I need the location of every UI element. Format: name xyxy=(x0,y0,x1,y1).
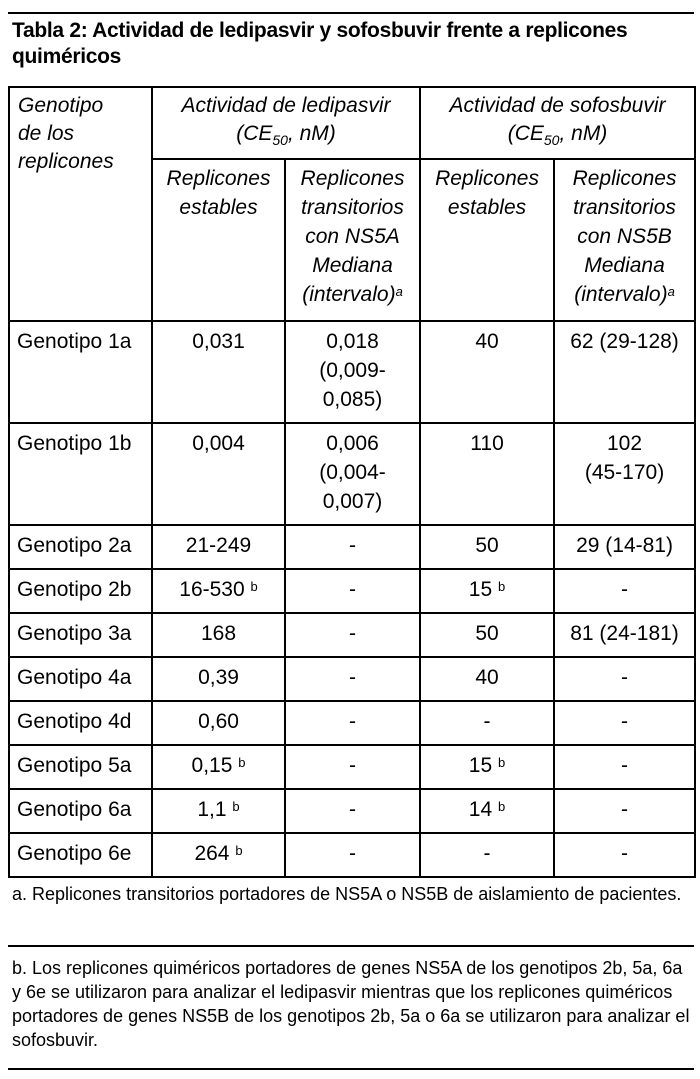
sof-transient-cell: - xyxy=(554,569,695,613)
ldv-transient-cell: - xyxy=(285,613,420,657)
sof-transient-cell: - xyxy=(554,745,695,789)
genotype-cell: Genotipo 6a xyxy=(9,789,152,833)
ldv-stable-header: Replicones estables xyxy=(152,159,285,321)
table-row xyxy=(9,833,695,877)
table-row xyxy=(9,525,695,569)
genotype-cell: Genotipo 4a xyxy=(9,657,152,701)
ldv-transient-header: Replicones transitorios con NS5A Mediana (intervalo)$^a$ xyxy=(285,159,420,321)
ldv-stable-cell: 0,39 xyxy=(152,657,285,701)
sof-stable-cell: - xyxy=(420,833,554,877)
sof-stable-cell: 50 xyxy=(420,525,554,569)
sof-stable-cell: 15 $^b$ xyxy=(420,745,554,789)
genotype-cell: Genotipo 3a xyxy=(9,613,152,657)
ldv-stable-cell: 0,004 xyxy=(152,423,285,525)
sof-transient-cell: - xyxy=(554,833,695,877)
activity-table xyxy=(8,86,696,878)
genotype-header: Genotipo de los replicones xyxy=(9,87,152,321)
ldv-transient-cell: - xyxy=(285,569,420,613)
sof-stable-cell: 15 $^b$ xyxy=(420,569,554,613)
ldv-transient-cell: - xyxy=(285,789,420,833)
table-row xyxy=(9,423,695,525)
sof-stable-cell: 14 $^b$ xyxy=(420,789,554,833)
ldv-transient-cell: - xyxy=(285,657,420,701)
sof-stable-cell: - xyxy=(420,701,554,745)
ledipasvir-group-header: Actividad de ledipasvir ($CE_{50}$, nM) xyxy=(152,87,420,159)
bottom-rule xyxy=(8,1068,694,1070)
ldv-stable-cell: 16-530 $^b$ xyxy=(152,569,285,613)
sof-stable-cell: 40 xyxy=(420,321,554,423)
sof-transient-cell: 102 (45-170) xyxy=(554,423,695,525)
sof-transient-cell: - xyxy=(554,657,695,701)
ldv-stable-cell: 264 $^b$ xyxy=(152,833,285,877)
sof-transient-cell: 29 (14-81) xyxy=(554,525,695,569)
genotype-cell: Genotipo 2b xyxy=(9,569,152,613)
table-row xyxy=(9,745,695,789)
ldv-stable-cell: 168 xyxy=(152,613,285,657)
sof-transient-cell: 62 (29-128) xyxy=(554,321,695,423)
ldv-transient-cell: 0,006 (0,004- 0,007) xyxy=(285,423,420,525)
genotype-cell: Genotipo 1a xyxy=(9,321,152,423)
sof-transient-header: Replicones transitorios con NS5B Mediana (intervalo)$^a$ xyxy=(554,159,695,321)
genotype-cell: Genotipo 5a xyxy=(9,745,152,789)
table-row xyxy=(9,657,695,701)
sofosbuvir-group-header: Actividad de sofosbuvir ($CE_{50}$, nM) xyxy=(420,87,695,159)
ldv-stable-cell: 0,60 xyxy=(152,701,285,745)
table-row xyxy=(9,321,695,423)
sof-stable-header: Replicones estables xyxy=(420,159,554,321)
ldv-stable-cell: 0,15 $^b$ xyxy=(152,745,285,789)
table-row xyxy=(9,613,695,657)
sof-stable-cell: 110 xyxy=(420,423,554,525)
genotype-cell: Genotipo 6e xyxy=(9,833,152,877)
footnote-divider xyxy=(8,945,694,947)
genotype-cell: Genotipo 1b xyxy=(9,423,152,525)
genotype-cell: Genotipo 2a xyxy=(9,525,152,569)
sof-transient-cell: - xyxy=(554,789,695,833)
footnote-a: a. Replicones transitorios portadores de NS5A o NS5B de aislamiento de pacientes. xyxy=(12,884,682,904)
table-row xyxy=(9,789,695,833)
footnote-b: b. Los replicones quiméricos portadores de genes NS5A de los genotipos 2b, 5a, 6a y 6e se utilizaron para analizar el ledipasvir mientras que los replicones quiméricos portadores de genes NS5B de los genotipos 2b, 5a o 6a se utilizaron para analizar el sofosbuvir. xyxy=(12,958,690,1050)
ldv-transient-cell: 0,018 (0,009- 0,085) xyxy=(285,321,420,423)
top-rule xyxy=(8,12,694,14)
ldv-transient-cell: - xyxy=(285,525,420,569)
sof-stable-cell: 50 xyxy=(420,613,554,657)
ldv-stable-cell: 0,031 xyxy=(152,321,285,423)
sof-stable-cell: 40 xyxy=(420,657,554,701)
ldv-stable-cell: 21-249 xyxy=(152,525,285,569)
genotype-cell: Genotipo 4d xyxy=(9,701,152,745)
table-title: Tabla 2: Actividad de ledipasvir y sofosbuvir frente a replicones quiméricos xyxy=(12,19,628,68)
ldv-transient-cell: - xyxy=(285,701,420,745)
ldv-transient-cell: - xyxy=(285,745,420,789)
sof-transient-cell: - xyxy=(554,701,695,745)
table-row xyxy=(9,569,695,613)
ldv-transient-cell: - xyxy=(285,833,420,877)
table-row xyxy=(9,701,695,745)
ldv-stable-cell: 1,1 $^b$ xyxy=(152,789,285,833)
sof-transient-cell: 81 (24-181) xyxy=(554,613,695,657)
